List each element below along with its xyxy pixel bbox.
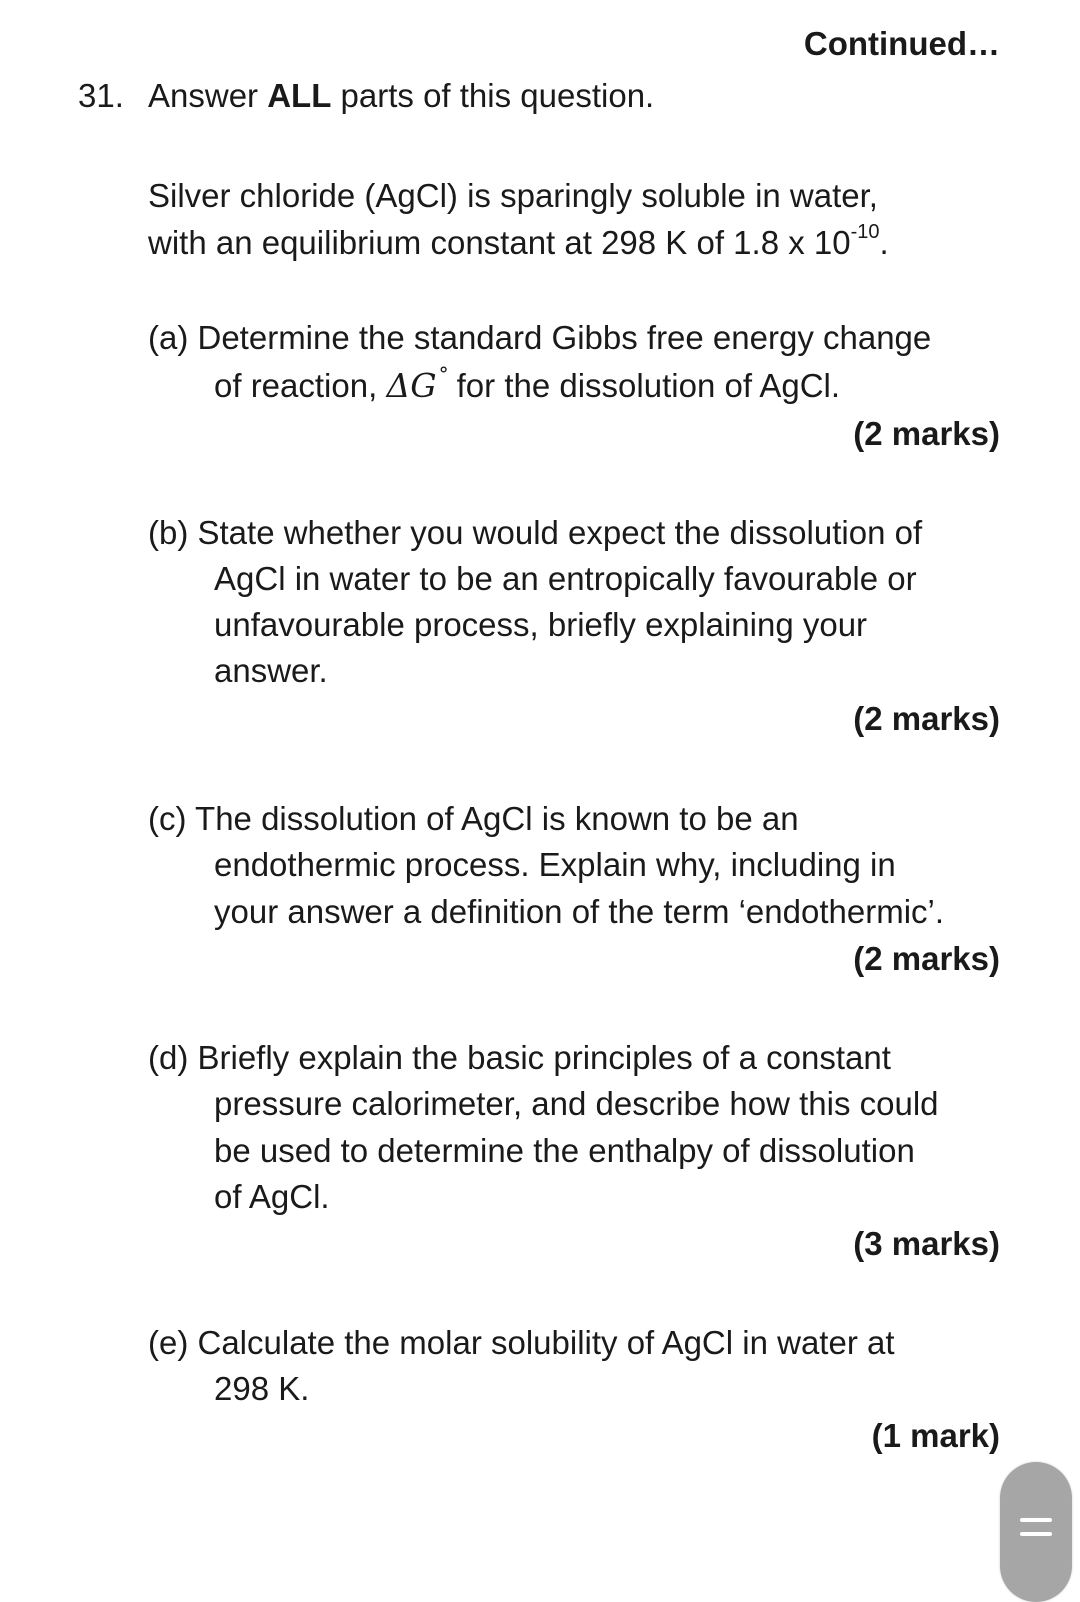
part-c-line-3: your answer a definition of the term ‘endothermic’. xyxy=(214,893,945,930)
stem-exponent: -10 xyxy=(850,221,880,243)
continued-label: Continued… xyxy=(803,25,1000,62)
stem-line-2-text: with an equilibrium constant at 298 K of 1.8 x 10 xyxy=(148,224,851,261)
part-e-line-2: 298 K. xyxy=(214,1370,310,1407)
part-c-line-2: endothermic process. Explain why, including in xyxy=(214,846,896,883)
part-a-line-1: (a) Determine the standard Gibbs free energy change xyxy=(148,319,932,356)
degree-symbol: ° xyxy=(438,362,449,386)
stem-line-2 xyxy=(148,219,889,266)
question-intro xyxy=(148,72,654,119)
stem-end: . xyxy=(879,224,889,261)
stem-line-1: Silver chloride (AgCl) is sparingly soluble in water, xyxy=(148,177,878,214)
part-e-line-1: (e) Calculate the molar solubility of AgCl in water at xyxy=(148,1324,895,1361)
part-a-line-2 xyxy=(214,362,840,414)
part-d-line-1: (d) Briefly explain the basic principles of a constant xyxy=(148,1039,891,1076)
part-b-line-3: unfavourable process, briefly explaining your xyxy=(214,606,868,643)
part-d-line-2: pressure calorimeter, and describe how this could xyxy=(214,1085,939,1122)
part-a-line-2-pre: of reaction, xyxy=(214,367,387,404)
scroll-handle[interactable] xyxy=(1000,1462,1072,1602)
part-b-marks: (2 marks) xyxy=(853,700,1000,737)
part-a-line-2-post: for the dissolution of AgCl. xyxy=(456,367,841,404)
part-b-line-1: (b) State whether you would expect the dissolution of xyxy=(148,514,923,551)
question-intro-bold: ALL xyxy=(267,77,332,114)
part-b-line-4: answer. xyxy=(214,652,328,689)
delta-g-symbol: ΔG xyxy=(386,366,437,405)
question-number: 31. xyxy=(78,77,124,114)
part-d-marks: (3 marks) xyxy=(853,1225,1000,1262)
part-a-marks: (2 marks) xyxy=(853,415,1000,452)
part-d-line-3: be used to determine the enthalpy of dissolution xyxy=(214,1132,915,1169)
part-b-line-2: AgCl in water to be an entropically favourable or xyxy=(214,560,917,597)
part-e-marks: (1 mark) xyxy=(871,1417,1000,1454)
part-c-line-1: (c) The dissolution of AgCl is known to be an xyxy=(148,800,799,837)
part-c-marks: (2 marks) xyxy=(853,940,1000,977)
question-intro-pre: Answer xyxy=(148,77,268,114)
question-intro-post: parts of this question. xyxy=(331,77,655,114)
part-d-line-4: of AgCl. xyxy=(214,1178,330,1215)
